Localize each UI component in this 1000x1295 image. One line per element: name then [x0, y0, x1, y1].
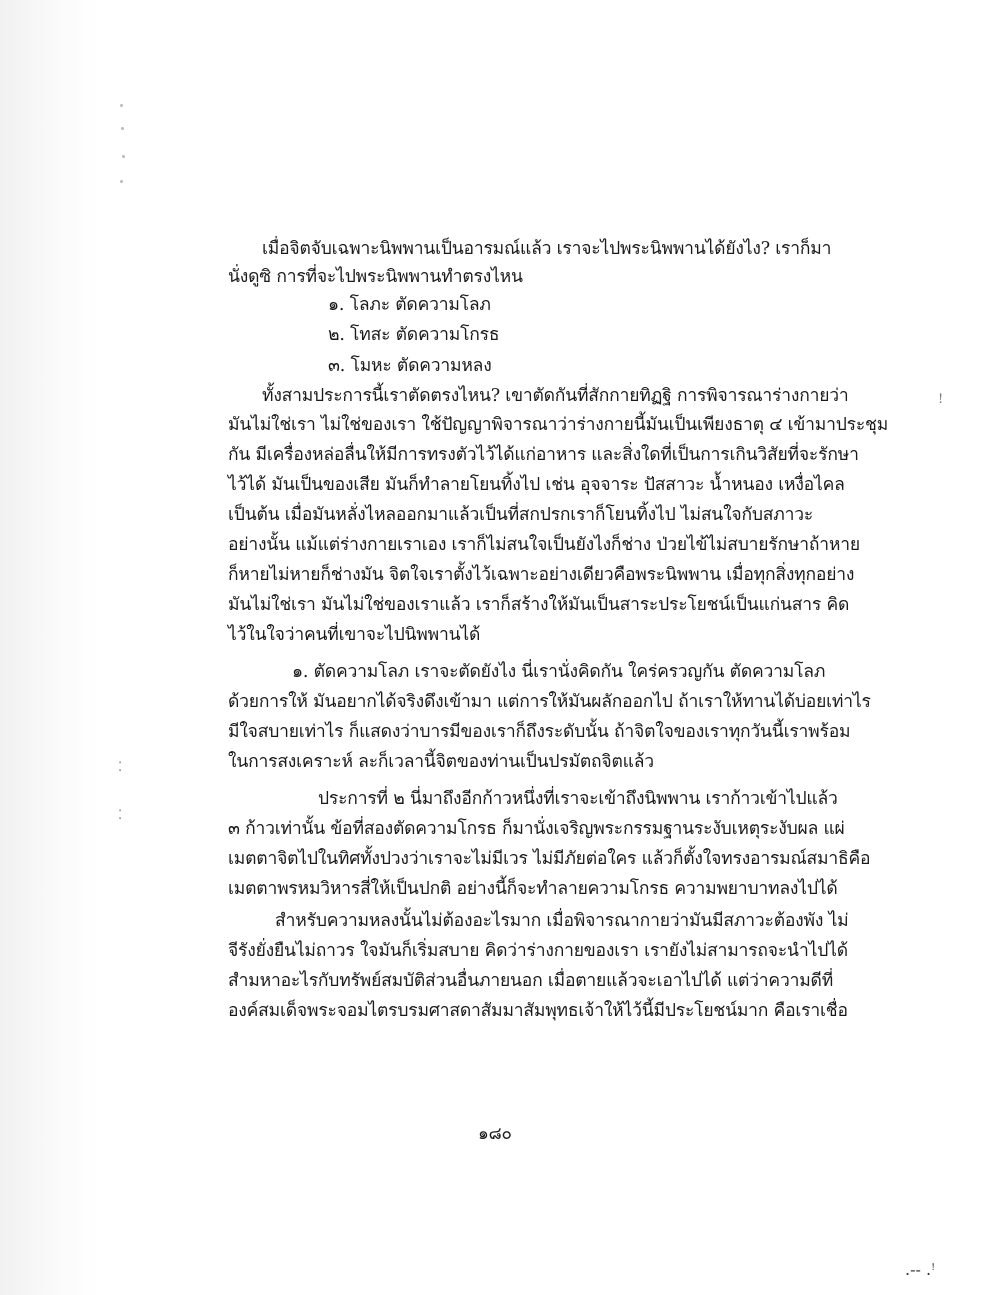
margin-mark: ⁚ [118, 760, 123, 775]
margin-mark: ⁚ [118, 808, 123, 823]
text-line: มันไม่ใช่เรา ไม่ใช่ของเรา ใช้ปัญญาพิจารณาว่าร่างกายนี้มันเป็นเพียงธาตุ ๔ เข้ามาประชุม [228, 415, 889, 435]
text-line: เมื่อจิตจับเฉพาะนิพพานเป็นอารมณ์แล้ว เราจะไปพระนิพพานได้ยังไง? เราก็มา [262, 239, 832, 259]
text-line: สำหรับความหลงนั้นไม่ต้องอะไรมาก เมื่อพิจารณากายว่ามันมีสภาวะต้องพัง ไม่ [275, 911, 849, 931]
text-line: ประการที่ ๒ นี่มาถึงอีกก้าวหนึ่งที่เราจะเข้าถึงนิพพาน เราก้าวเข้าไปแล้ว [318, 789, 838, 809]
text-line: ไว้ได้ มันเป็นของเสีย มันก็ทำลายโยนทิ้งไป เช่น อุจจาระ ปัสสาวะ น้ำหนอง เหงื่อไคล [228, 475, 845, 495]
corner-mark: .-- .ꜝ [905, 1260, 936, 1279]
text-line: ๑. ตัดความโลภ เราจะตัดยังไง นี่เรานั่งคิดกัน ใคร่ครวญกัน ตัดความโลภ [292, 662, 826, 682]
list-item: ๑. โลภะ ตัดความโลภ [328, 295, 491, 315]
text-line: กัน มีเครื่องหล่อลื่นให้มีการทรงตัวไว้ได้แก่อาหาร และสิ่งใดที่เป็นการเกินวิสัยที่จะรักษา [228, 445, 859, 465]
text-line: เป็นต้น เมื่อมันหลั่งไหลออกมาแล้วเป็นที่สกปรกเราก็โยนทิ้งไป ไม่สนใจกับสภาวะ [228, 505, 814, 525]
page-number: ๑๘๐ [478, 1124, 512, 1144]
text-line: จีรังยั่งยืนไม่ถาวร ใจมันก็เริ่มสบาย คิดว่าร่างกายของเรา เรายังไม่สามารถจะนำไปได้ [228, 941, 848, 961]
text-line: นั่งดูซิ การที่จะไปพระนิพพานทำตรงไหน [228, 267, 523, 287]
text-line: สำมหาอะไรกับทรัพย์สมบัติส่วนอื่นภายนอก เมื่อตายแล้วจะเอาไปได้ แต่ว่าความดีที่ [228, 971, 834, 991]
text-line: มันไม่ใช่เรา มันไม่ใช่ของเราแล้ว เราก็สร้างให้มันเป็นสาระประโยชน์เป็นแก่นสาร คิด [228, 595, 850, 615]
margin-mark: ! [938, 392, 944, 407]
text-line: ไว้ในใจว่าคนที่เขาจะไปนิพพานได้ [228, 625, 481, 645]
text-line: ก็หายไม่หายก็ช่างมัน จิตใจเราตั้งไว้เฉพาะอย่างเดียวคือพระนิพพาน เมื่อทุกสิ่งทุกอย่าง [228, 565, 855, 585]
text-line: เมตตาพรหมวิหารสี่ให้เป็นปกติ อย่างนี้ก็จะทำลายความโกรธ ความพยาบาทลงไปได้ [228, 879, 838, 899]
text-line: มีใจสบายเท่าไร ก็แสดงว่าบารมีของเราก็ถึงระดับนั้น ถ้าจิตใจของเราทุกวันนี้เราพร้อม [228, 722, 851, 742]
text-line: ทั้งสามประการนี้เราตัดตรงไหน? เขาตัดกันที่สักกายทิฏฐิ การพิจารณาร่างกายว่า [262, 386, 849, 406]
list-item: ๓. โมหะ ตัดความหลง [328, 356, 492, 376]
text-line: องค์สมเด็จพระจอมไตรบรมศาสดาสัมมาสัมพุทธเจ้าให้ไว้นี้มีประโยชน์มาก คือเราเชื่อ [228, 1001, 848, 1021]
list-item: ๒. โทสะ ตัดความโกรธ [328, 325, 500, 345]
text-line: ในการสงเคราะห์ ละก็เวลานี้จิตของท่านเป็นปรมัตถจิตแล้ว [228, 752, 654, 772]
text-line: ๓ ก้าวเท่านั้น ข้อที่สองตัดความโกรธ ก็มานั่งเจริญพระกรรมฐานระงับเหตุระงับผล แผ่ [228, 819, 845, 839]
text-line: ด้วยการให้ มันอยากได้จริงดึงเข้ามา แต่การให้มันผลักออกไป ถ้าเราให้ทานได้บ่อยเท่าไร [228, 692, 871, 712]
text-line: อย่างนั้น แม้แต่ร่างกายเราเอง เราก็ไม่สนใจเป็นยังไงก็ช่าง ป่วยไข้ไม่สบายรักษาถ้าหาย [228, 535, 860, 555]
text-line: เมตตาจิตไปในทิศทั้งปวงว่าเราจะไม่มีเวร ไม่มีภัยต่อใคร แล้วก็ตั้งใจทรงอารมณ์สมาธิคือ [228, 849, 871, 869]
